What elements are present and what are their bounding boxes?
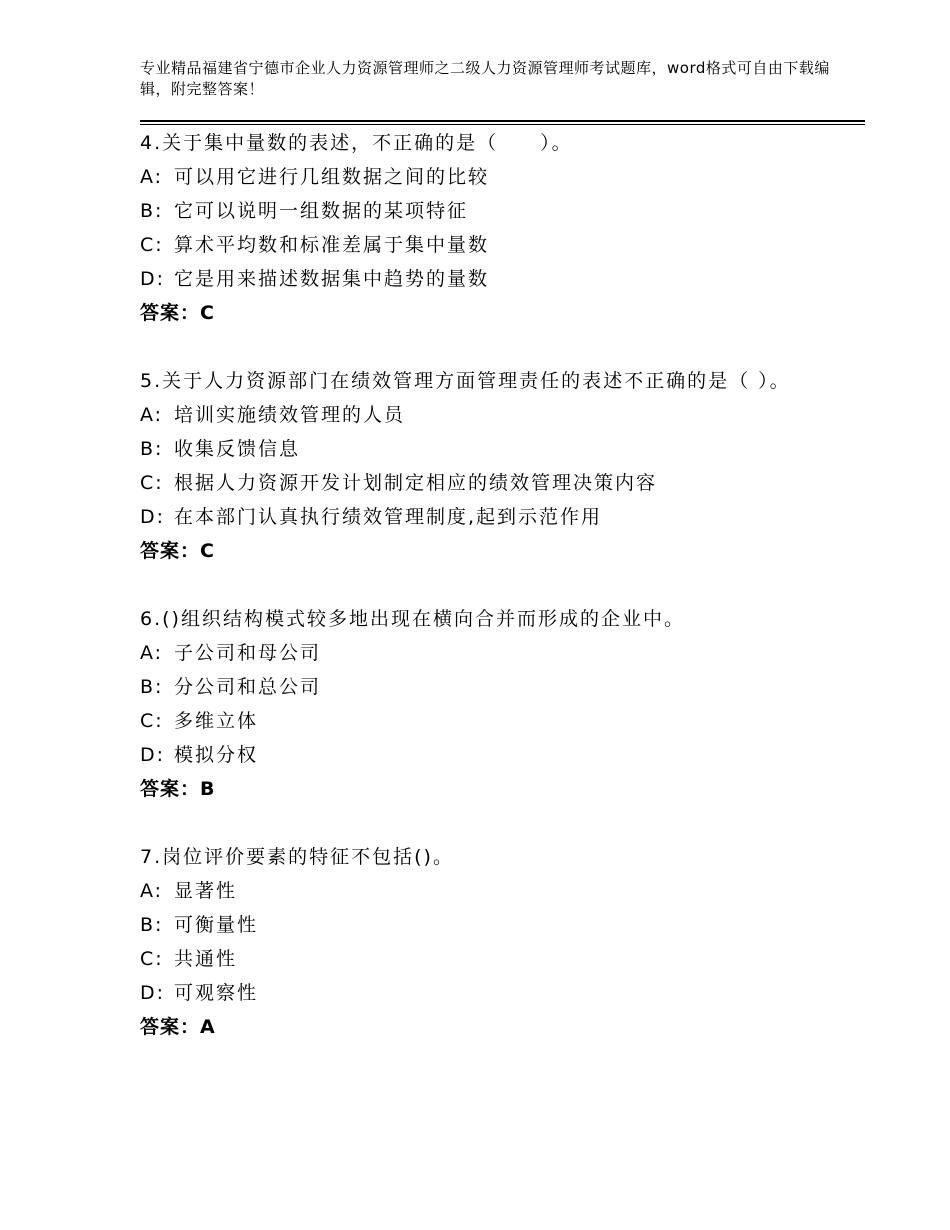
option-c [140,704,865,738]
option-letter: A: [140,166,164,188]
option-a [140,160,865,194]
option-b [140,432,865,466]
option-letter: B: [140,200,164,222]
option-text: 培训实施绩效管理的人员 [174,404,406,426]
option-letter: C: [140,472,164,494]
question-stem: 4.关于集中量数的表述，不正确的是（ ）。 [140,132,573,154]
header-rule-thin [140,124,865,125]
question-list [140,126,865,1078]
answer-line: 答案：A [140,1016,216,1038]
option-letter: A: [140,404,164,426]
option-text: 在本部门认真执行绩效管理制度,起到示范作用 [174,506,603,528]
document-header: 专业精品福建省宁德市企业人力资源管理师之二级人力资源管理师考试题库，word格式可自由下载编辑，附完整答案！ [140,59,830,98]
option-a [140,636,865,670]
header-rule-thick [140,120,865,122]
option-b [140,908,865,942]
option-text: 它可以说明一组数据的某项特征 [174,200,469,222]
option-c [140,228,865,262]
option-text: 它是用来描述数据集中趋势的量数 [174,268,490,290]
option-a [140,398,865,432]
option-text: 共通性 [174,948,238,970]
option-text: 算术平均数和标准差属于集中量数 [174,234,490,256]
option-text: 分公司和总公司 [174,676,322,698]
option-letter: D: [140,506,166,528]
option-d [140,976,865,1010]
question-6 [140,602,865,806]
option-letter: A: [140,880,164,902]
option-text: 多维立体 [174,710,259,732]
option-letter: D: [140,268,166,290]
option-letter: D: [140,982,166,1004]
option-letter: D: [140,744,166,766]
option-d [140,262,865,296]
question-7 [140,840,865,1044]
option-d [140,738,865,772]
option-letter: C: [140,710,164,732]
option-letter: B: [140,438,164,460]
option-text: 子公司和母公司 [174,642,322,664]
answer-line: 答案：C [140,540,215,562]
option-text: 模拟分权 [174,744,259,766]
option-text: 显著性 [174,880,238,902]
question-stem: 5.关于人力资源部门在绩效管理方面管理责任的表述不正确的是（ ）。 [140,370,791,392]
option-letter: C: [140,234,164,256]
option-letter: B: [140,914,164,936]
option-text: 收集反馈信息 [174,438,301,460]
option-c [140,466,865,500]
question-4 [140,126,865,330]
option-text: 可以用它进行几组数据之间的比较 [174,166,490,188]
option-letter: B: [140,676,164,698]
option-d [140,500,865,534]
option-a [140,874,865,908]
answer-line: 答案：B [140,778,216,800]
question-stem: 6.()组织结构模式较多地出现在横向合并而形成的企业中。 [140,608,685,630]
option-text: 可观察性 [174,982,259,1004]
option-letter: A: [140,642,164,664]
answer-line: 答案：C [140,302,215,324]
option-text: 可衡量性 [174,914,259,936]
question-stem: 7.岗位评价要素的特征不包括()。 [140,846,454,868]
option-c [140,942,865,976]
question-5 [140,364,865,568]
option-text: 根据人力资源开发计划制定相应的绩效管理决策内容 [174,472,658,494]
option-b [140,194,865,228]
option-letter: C: [140,948,164,970]
option-b [140,670,865,704]
